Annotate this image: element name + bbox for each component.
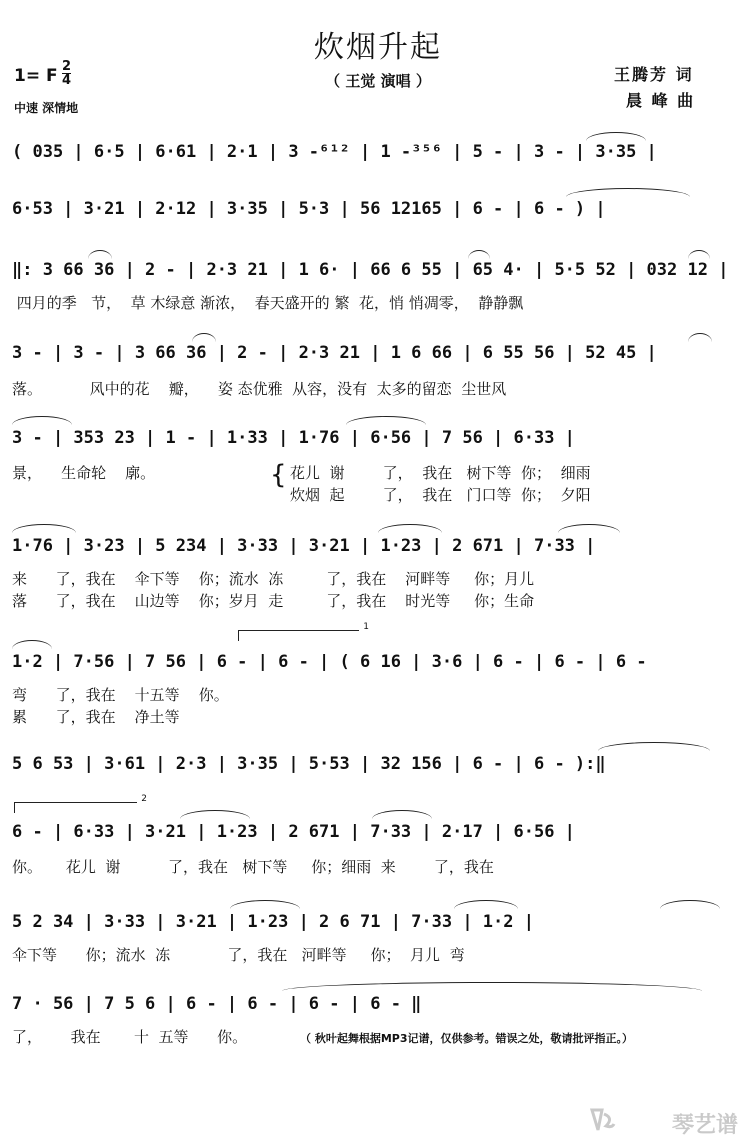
score-line-2: 6·53 | 3·21 | 2·12 | 3·35 | 5·3 | 56 12165 | 6 - | 6 - ) |	[12, 199, 606, 219]
score-line-1: ( 035 | 6·5 | 6·61 | 2·1 | 3 -⁶¹² | 1 -³⁵⁶ | 5 - | 3 - | 3·35 |	[12, 142, 657, 162]
verse-brace: {	[270, 460, 287, 490]
slur-mark	[468, 250, 490, 259]
score-line-7: 1·2 | 7·56 | 7 56 | 6 - | 6 - | ( 6 16 | 3·6 | 6 - | 6 - | 6 -	[12, 652, 647, 672]
lyric-line-11: 了， 我在 十 五等 你。	[12, 1028, 248, 1046]
slur-mark	[282, 982, 702, 991]
lyric-line-7-verse1: 弯 了，我在 十五等 你。	[12, 686, 229, 704]
score-line-9: 6 - | 6·33 | 3·21 | 1·23 | 2 671 | 7·33 | 2·17 | 6·56 |	[12, 822, 575, 842]
slur-mark	[558, 524, 620, 533]
time-signature-bottom: 4	[62, 73, 72, 88]
verse2-lyric-line-5: 炊烟 起 了， 我在 门口等 你； 夕阳	[290, 486, 591, 504]
lyric-line-6-verse2: 落 了，我在 山边等 你；岁月 走 了，我在 时光等 你；生命	[12, 592, 535, 610]
slur-mark	[12, 524, 76, 533]
verse1-lyric-line-5: 花儿 谢 了， 我在 树下等 你； 细雨	[290, 464, 591, 482]
slur-mark	[346, 416, 426, 425]
lyric-line-10: 伞下等 你；流水 冻 了，我在 河畔等 你； 月儿 弯	[12, 946, 465, 964]
slur-mark	[688, 250, 710, 259]
slur-mark	[660, 900, 720, 909]
lyric-line-7-verse2: 累 了，我在 净土等	[12, 708, 180, 726]
slur-mark	[566, 188, 690, 197]
time-signature	[62, 60, 71, 87]
watermark-text: 琴艺谱	[671, 1113, 738, 1138]
score-line-3: ‖: 3 66 36 | 2 - | 2·3 21 | 1 6· | 66 6 55 | 65 4· | 5·5 52 | 032 12 |	[12, 260, 729, 280]
song-title: 炊烟升起	[314, 30, 442, 65]
volta-bracket-2	[14, 794, 147, 813]
lyric-line-9: 你。 花儿 谢 了，我在 树下等 你；细雨 来 了，我在	[12, 858, 494, 876]
slur-mark	[586, 132, 646, 141]
lyricist-credit: 王腾芳 词	[614, 65, 694, 84]
volta-number-1: 1	[363, 622, 369, 632]
watermark-logo-icon	[588, 1104, 618, 1134]
tempo-marking: 中速 深情地	[14, 101, 79, 115]
score-line-4: 3 - | 3 - | 3 66 36 | 2 - | 2·3 21 | 1 6 66 | 6 55 56 | 52 45 |	[12, 343, 657, 363]
slur-mark	[192, 333, 216, 342]
key-signature: 1= F	[14, 66, 58, 86]
volta-bracket-1	[238, 622, 369, 641]
score-line-8: 5 6 53 | 3·61 | 2·3 | 3·35 | 5·53 | 32 156 | 6 - | 6 - ):‖	[12, 754, 606, 774]
slur-mark	[454, 900, 518, 909]
slur-mark	[12, 416, 72, 425]
lyric-line-3: 四月的季 节， 草 木绿意 渐浓， 春天盛开的 繁 花，悄 悄凋零， 静静飘	[12, 294, 524, 312]
slur-mark	[230, 900, 300, 909]
slur-mark	[688, 333, 712, 342]
score-line-10: 5 2 34 | 3·33 | 3·21 | 1·23 | 2 6 71 | 7·33 | 1·2 |	[12, 912, 534, 932]
slur-mark	[180, 810, 250, 819]
slur-mark	[372, 810, 432, 819]
slur-mark	[88, 250, 112, 259]
score-line-6: 1·76 | 3·23 | 5 234 | 3·33 | 3·21 | 1·23 | 2 671 | 7·33 |	[12, 536, 596, 556]
volta-number-2: 2	[141, 794, 147, 804]
slur-mark	[598, 742, 710, 751]
lyric-line-4: 落。 风中的花 瓣， 姿 态优雅 从容，没有 太多的留恋 尘世风	[12, 380, 507, 398]
score-line-11: 7 · 56 | 7 5 6 | 6 - | 6 - | 6 - | 6 - ‖	[12, 994, 422, 1014]
time-signature-top: 2	[62, 59, 72, 74]
composer-credit: 晨 峰 曲	[626, 91, 696, 110]
slur-mark	[378, 524, 442, 533]
transcription-note: （ 秋叶起舞根据MP3记谱，仅供参考。错误之处，敬请批评指正。）	[300, 1032, 633, 1045]
slur-mark	[12, 640, 52, 649]
performer-credit: （ 王觉 演唱 ）	[325, 72, 431, 90]
lyric-line-5: 景， 生命轮 廓。	[12, 464, 156, 482]
score-line-5: 3 - | 353 23 | 1 - | 1·33 | 1·76 | 6·56 | 7 56 | 6·33 |	[12, 428, 575, 448]
lyric-line-6-verse1: 来 了，我在 伞下等 你；流水 冻 了，我在 河畔等 你；月儿	[12, 570, 535, 588]
